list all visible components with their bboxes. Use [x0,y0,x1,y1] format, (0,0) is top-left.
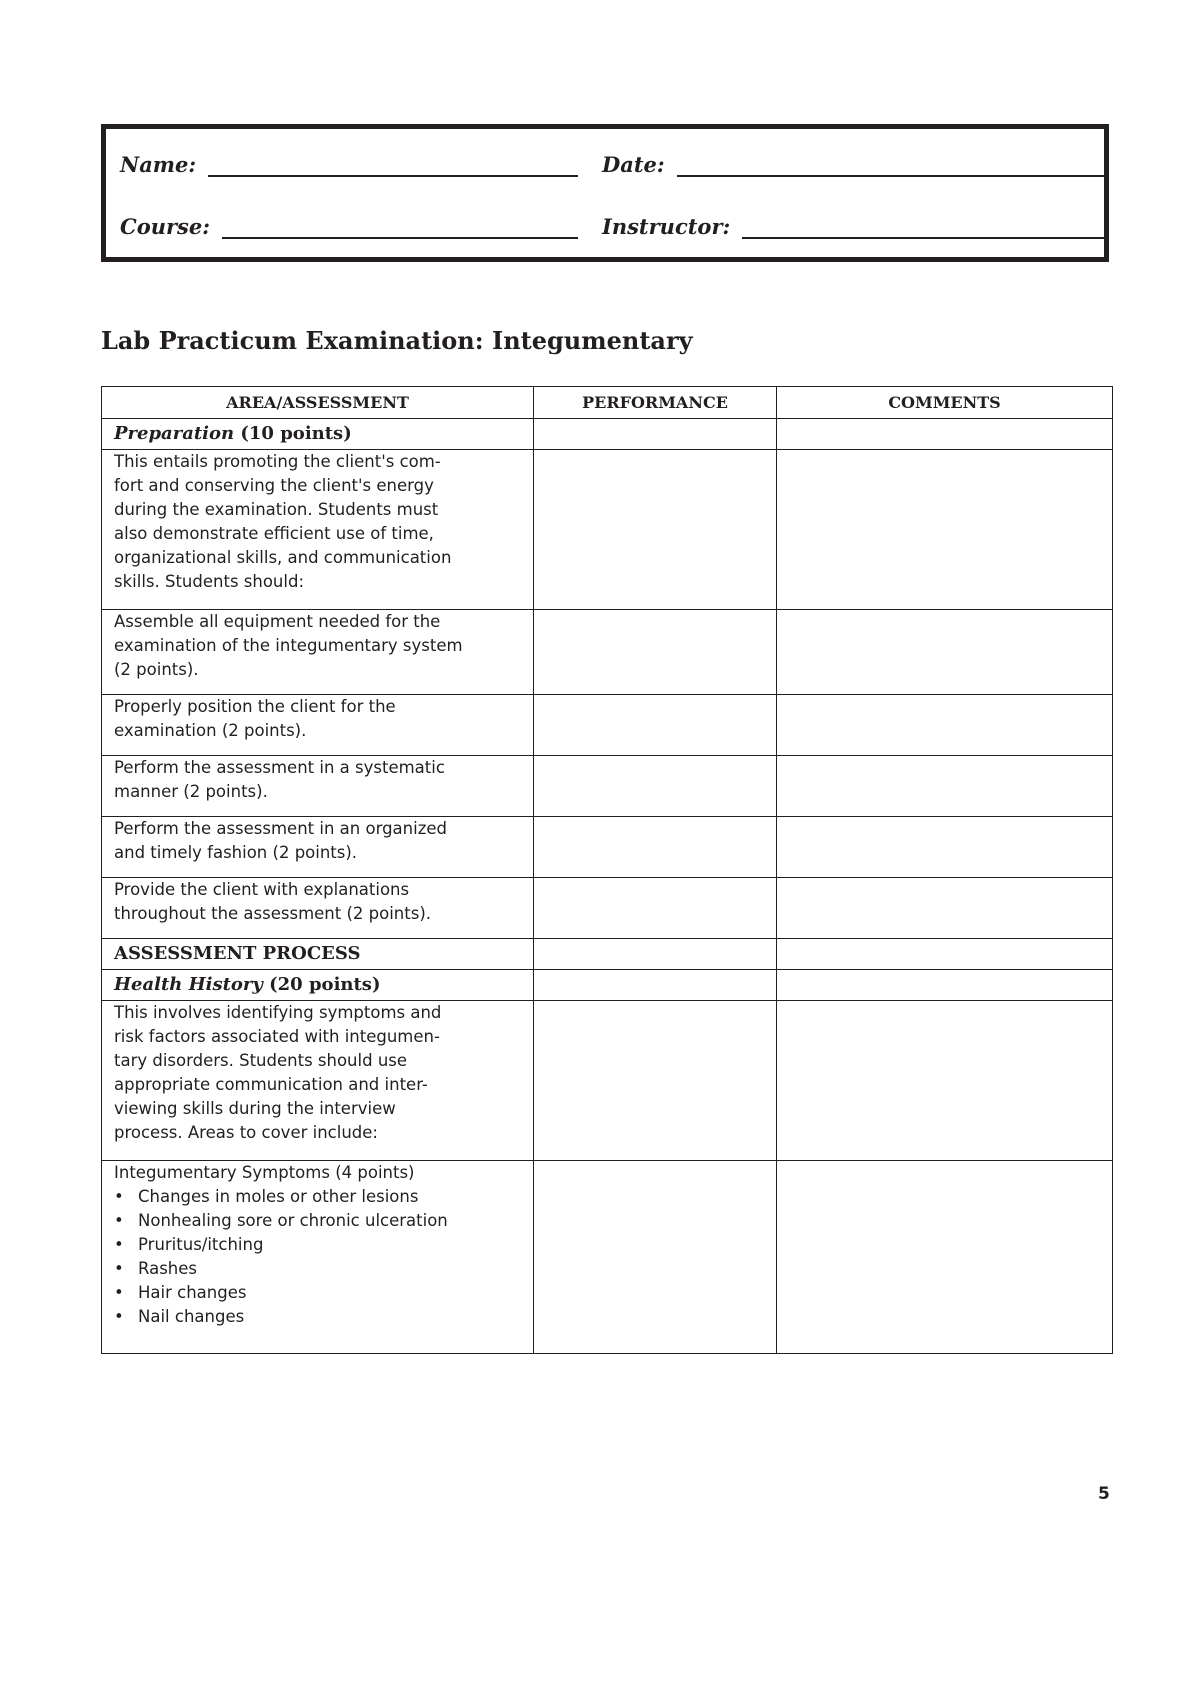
comments-cell[interactable] [777,756,1113,817]
health-history-intro: This involves identifying symptoms and risk factors associated with integumen- tary disorders. Students should use appropriate communication and inter- viewing skills during the interview process. Areas to cover include: [102,1001,534,1161]
name-label: Name: [120,152,197,177]
table-row [102,1001,1113,1161]
assessment-table [101,386,1113,1354]
instructor-blank-line[interactable] [742,215,1104,239]
preparation-item: Assemble all equipment needed for the examination of the integumentary system (2 points). [102,610,534,695]
bullet-icon: • [114,1211,124,1230]
table-row [102,970,1113,1001]
table-row [102,695,1113,756]
list-item [114,1209,533,1233]
page-number: 5 [1098,1484,1110,1504]
course-label: Course: [120,214,210,239]
preparation-intro: This entails promoting the client's com- fort and conserving the client's energy during the examination. Students must also demonstrate efficient use of time, organizational skills, and communication skills. Students should: [102,450,534,610]
bullet-icon: • [114,1283,124,1302]
date-label: Date: [602,152,665,177]
comments-cell[interactable] [777,610,1113,695]
assessment-process-heading: ASSESSMENT PROCESS [102,939,534,970]
table-row [102,939,1113,970]
table-row [102,878,1113,939]
comments-cell[interactable] [777,817,1113,878]
name-blank-line[interactable] [208,153,578,177]
performance-cell[interactable] [534,878,777,939]
performance-cell[interactable] [534,1001,777,1161]
health-history-heading [102,970,534,1001]
performance-cell[interactable] [534,970,777,1001]
list-item [114,1233,533,1257]
comments-cell[interactable] [777,450,1113,610]
comments-cell[interactable] [777,419,1113,450]
comments-cell[interactable] [777,878,1113,939]
comments-cell[interactable] [777,939,1113,970]
performance-cell[interactable] [534,419,777,450]
health-history-heading-points: (20 points) [262,974,381,995]
column-header-performance: PERFORMANCE [534,387,777,419]
preparation-heading-points: (10 points) [234,423,352,444]
comments-cell[interactable] [777,1161,1113,1354]
symptom-text: Pruritus/itching [138,1235,264,1254]
integumentary-symptoms-cell [102,1161,534,1354]
date-field [602,153,1105,177]
bullet-icon: • [114,1235,124,1254]
table-row [102,450,1113,610]
list-item [114,1281,533,1305]
symptoms-heading: Integumentary Symptoms (4 points) [114,1163,415,1182]
name-field [120,153,578,177]
date-blank-line[interactable] [677,153,1105,177]
table-row [102,1161,1113,1354]
student-info-box [101,124,1109,262]
preparation-item: Properly position the client for the examination (2 points). [102,695,534,756]
symptom-text: Nonhealing sore or chronic ulceration [138,1211,448,1230]
list-item [114,1305,533,1329]
page-title: Lab Practicum Examination: Integumentary [101,326,693,355]
bullet-icon: • [114,1187,124,1206]
performance-cell[interactable] [534,695,777,756]
column-header-comments: COMMENTS [777,387,1113,419]
table-row [102,419,1113,450]
preparation-heading [102,419,534,450]
performance-cell[interactable] [534,610,777,695]
list-item [114,1257,533,1281]
symptom-text: Nail changes [138,1307,245,1326]
course-blank-line[interactable] [222,215,578,239]
symptom-text: Changes in moles or other lesions [138,1187,419,1206]
performance-cell[interactable] [534,756,777,817]
preparation-item: Perform the assessment in an organized and timely fashion (2 points). [102,817,534,878]
table-row [102,756,1113,817]
instructor-label: Instructor: [602,214,731,239]
performance-cell[interactable] [534,939,777,970]
symptoms-list [114,1185,533,1329]
bullet-icon: • [114,1259,124,1278]
performance-cell[interactable] [534,450,777,610]
course-field [120,215,578,239]
preparation-item: Provide the client with explanations throughout the assessment (2 points). [102,878,534,939]
health-history-heading-italic: Health History [114,974,263,995]
preparation-item: Perform the assessment in a systematic manner (2 points). [102,756,534,817]
symptom-text: Hair changes [138,1283,247,1302]
symptom-text: Rashes [138,1259,198,1278]
column-header-area: AREA/ASSESSMENT [102,387,534,419]
performance-cell[interactable] [534,1161,777,1354]
comments-cell[interactable] [777,695,1113,756]
instructor-field [602,215,1104,239]
table-row [102,610,1113,695]
performance-cell[interactable] [534,817,777,878]
list-item [114,1185,533,1209]
bullet-icon: • [114,1307,124,1326]
table-row [102,817,1113,878]
comments-cell[interactable] [777,970,1113,1001]
table-header-row [102,387,1113,419]
comments-cell[interactable] [777,1001,1113,1161]
preparation-heading-italic: Preparation [114,423,235,444]
